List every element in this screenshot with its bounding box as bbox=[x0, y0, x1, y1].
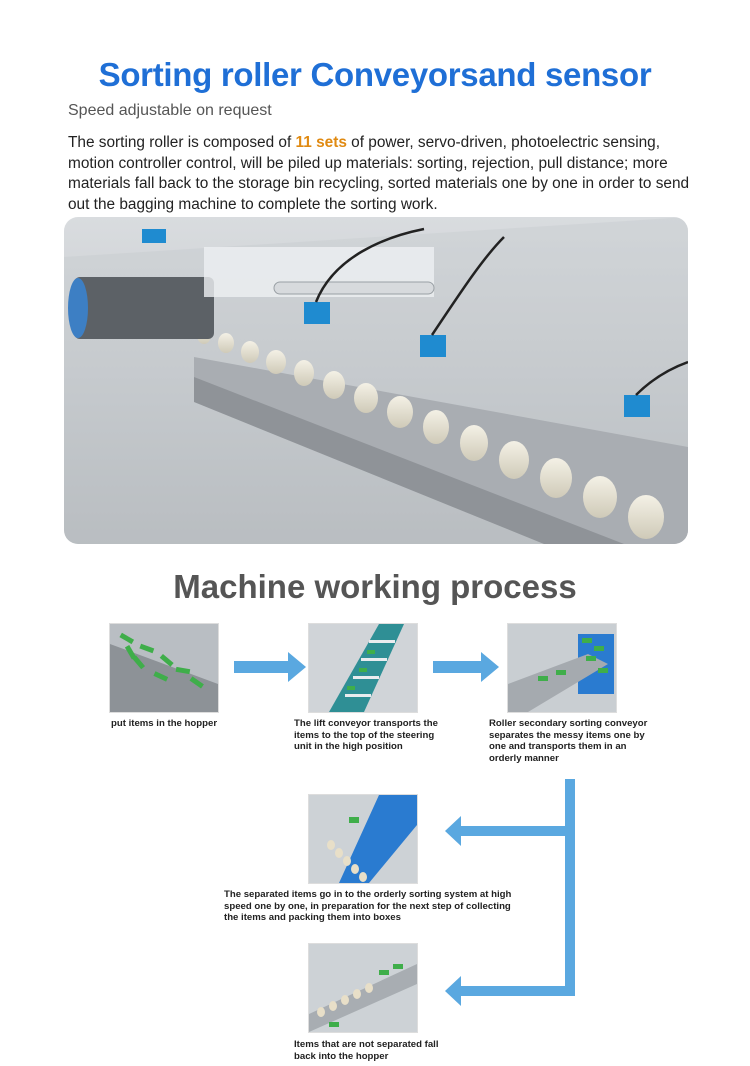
arrow-right-icon bbox=[234, 661, 288, 673]
description-text-start: The sorting roller is composed of bbox=[68, 134, 296, 151]
roller-conveyor-illustration bbox=[64, 217, 688, 544]
photoelectric-sensor bbox=[420, 335, 446, 357]
description bbox=[68, 133, 708, 215]
arrow-left-icon bbox=[461, 986, 575, 996]
connector-line bbox=[565, 779, 575, 996]
photoelectric-sensor bbox=[624, 395, 650, 417]
step-4-photo bbox=[308, 794, 418, 884]
step-3-caption: Roller secondary sorting conveyor separates the messy items one by one and transports them in an orderly manner bbox=[489, 718, 648, 764]
hero-machine-photo bbox=[64, 217, 688, 544]
process-title: Machine working process bbox=[173, 568, 577, 605]
photoelectric-sensor bbox=[142, 229, 166, 243]
step-4-caption: The separated items go in to the orderly sorting system at high speed one by one, in preparation for the next step of collecting the items and packing them into boxes bbox=[224, 889, 512, 923]
arrow-right-icon bbox=[433, 661, 481, 673]
description-highlight: 11 sets bbox=[295, 134, 347, 151]
orderly-sorting-illustration bbox=[309, 795, 417, 883]
step-5-caption: Items that are not separated fall back into the hopper bbox=[294, 1039, 439, 1062]
page-subtitle: Speed adjustable on request bbox=[68, 102, 272, 119]
fallback-hopper-illustration bbox=[309, 944, 417, 1032]
step-3-photo bbox=[507, 623, 617, 713]
lift-conveyor-illustration bbox=[309, 624, 417, 712]
arrow-left-icon bbox=[461, 826, 575, 836]
step-1-photo bbox=[109, 623, 219, 713]
photoelectric-sensor bbox=[304, 302, 330, 324]
step-5-photo bbox=[308, 943, 418, 1033]
description-text-end: of power, servo-driven, photoelectric sensing, motion controller control, will be piled up materials: sorting, rejection, pull distance; more materials fall back to the storage bin recycling, sorted materials one by one in order to send out the bagging machine to complete the sorting work. bbox=[68, 134, 690, 213]
servo-motor bbox=[74, 277, 214, 339]
step-1-caption: put items in the hopper bbox=[111, 718, 218, 729]
page-title: Sorting roller Conveyorsand sensor bbox=[98, 56, 652, 93]
hopper-illustration bbox=[110, 624, 218, 712]
step-2-caption: The lift conveyor transports the items to the top of the steering unit in the high position bbox=[294, 718, 438, 752]
step-2-photo bbox=[308, 623, 418, 713]
roller-sorting-illustration bbox=[508, 624, 616, 712]
